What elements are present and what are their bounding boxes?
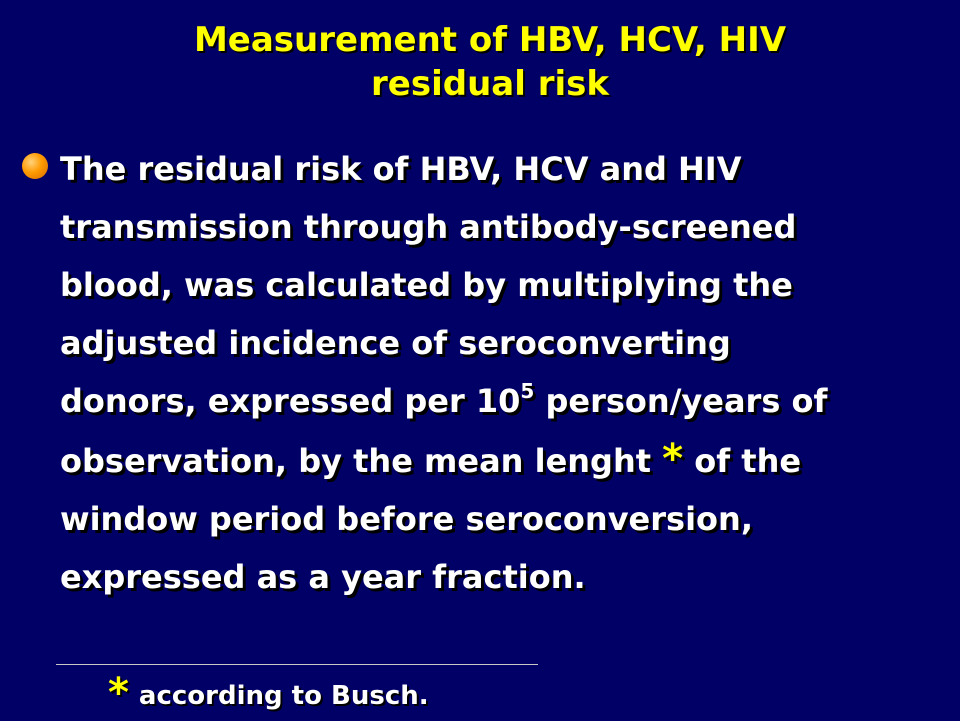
bullet-line-3: blood, was calculated by multiplying the [60, 266, 793, 304]
bullet-line-5-post: person/years of [534, 382, 828, 420]
bullet-text [60, 140, 940, 606]
footnote-asterisk: * [108, 670, 129, 716]
bullet-line-1: The residual risk of HBV, HCV and HIV [60, 150, 742, 188]
footnote-text: according to Busch. [138, 681, 429, 711]
bullet-line-6-pre: observation, by the mean lenght [60, 442, 663, 480]
asterisk-marker: * [662, 436, 684, 482]
bullet-line-5 [60, 372, 940, 430]
bullet-line-6 [60, 430, 940, 490]
bullet-line-6-post: of the [683, 442, 802, 480]
bullet-line-2: transmission through antibody-screened [60, 208, 797, 246]
bullet-line-4: adjusted incidence of seroconverting [60, 324, 731, 362]
title-line-2: residual risk [371, 64, 609, 104]
slide-title [0, 18, 960, 106]
footnote [108, 668, 429, 721]
bullet-line-7: window period before seroconversion, [60, 500, 753, 538]
footnote-divider [56, 664, 538, 665]
bullet-line-5-pre: donors, expressed per 10 [60, 382, 521, 420]
title-line-1: Measurement of HBV, HCV, HIV [193, 20, 787, 60]
bullet-line-8: expressed as a year fraction. [60, 558, 586, 596]
superscript-exponent: 5 [520, 379, 535, 404]
bullet-dot-icon [22, 153, 48, 179]
